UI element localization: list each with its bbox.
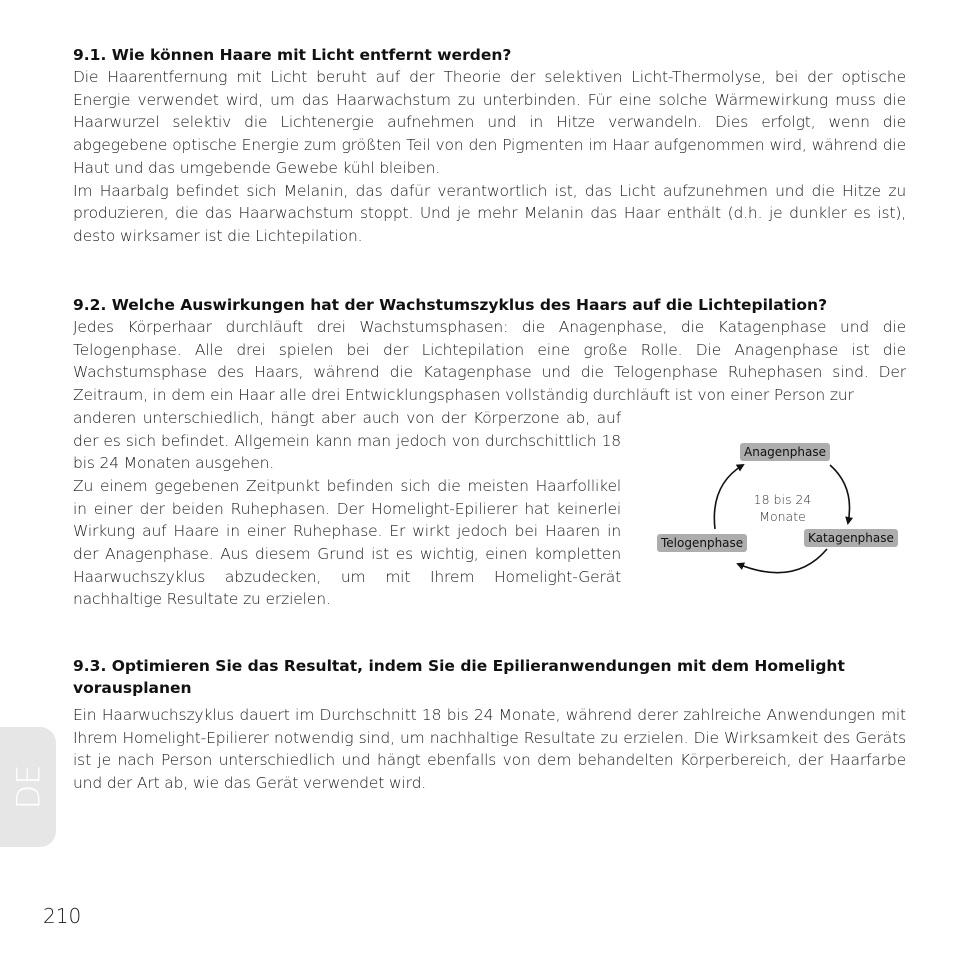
cycle-duration-line2: Monate — [759, 509, 806, 524]
hair-cycle-diagram — [655, 437, 905, 587]
page-number: 210 — [43, 904, 82, 928]
paragraph: Ein Haarwuchszyklus dauert im Durchschnitt 18 bis 24 Monate, während derer zahlreiche Anwendungen mit Ihrem Homelight-Epilierer notwendig sind, um nachhaltige Resultate zu erzielen. Die Wirksamkeit des Geräts ist je nach Person unterschiedlich und hängt ebenfalls von dem behandelten Körperbereich, der Haarfarbe und der Art ab, wie das Gerät verwendet wird. — [73, 706, 906, 793]
paragraph: Jedes Körperhaar durchläuft drei Wachstumsphasen: die Anagenphase, die Katagenphase und die Telogenphase. Alle drei spielen bei der Lichtepilation eine große Rolle. Die Anagenphase ist die Wachstumsphase des Haars, während die Katagenphase und die Telogenphase Ruhephasen sind. Der Zeitraum, in dem ein Haar alle drei Entwicklungsphasen vollständig durchläuft ist von einer Person zur — [73, 318, 906, 405]
label-katagenphase: Katagenphase — [804, 529, 898, 547]
arrow-katagen-to-telogen — [738, 549, 827, 573]
label-anagenphase: Anagenphase — [740, 443, 830, 461]
cycle-duration-line1: 18 bis 24 — [753, 492, 812, 507]
paragraph: Die Haarentfernung mit Licht beruht auf der Theorie der selektiven Licht-Thermolyse, bei der optische Energie verwendet wird, um das Haarwachstum zu unterbinden. Für eine solche Wärmewirkung muss die Haarwurzel selektiv die Lichtenergie aufnehmen und in Hitze verwandeln. Dies erfolgt, wenn die abgegebene optische Energie zum größten Teil von den Pigmenten im Haar aufgenommen wird, während die Haut und das umgebende Gewebe kühl bleiben. — [73, 68, 906, 177]
section-heading: 9.1. Wie können Haare mit Licht entfernt werden? — [73, 46, 512, 64]
section-9-3 — [73, 655, 906, 795]
section-heading: 9.3. Optimieren Sie das Resultat, indem Sie die Epilieranwendungen mit dem Homelight vorausplanen — [73, 657, 845, 697]
paragraph: Im Haarbalg befindet sich Melanin, das dafür verantwortlich ist, das Licht aufzunehmen und die Hitze zu produzieren, die das Haarwachstum stoppt. Und je mehr Melanin das Haar enthält (d.h. je dunkler es ist), desto wirksamer ist die Lichtepilation. — [73, 181, 906, 245]
paragraph: Zu einem gegebenen Zeitpunkt befinden sich die meisten Haarfollikel in einer der beiden Ruhephasen. Der Homelight-Epilierer hat keinerlei Wirkung auf Haare in einer Ruhephase. Er wirkt jedoch bei Haaren in der Anagenphase. Aus diesem Grund ist es wichtig, einen kompletten Haarwuchszyklus abzudecken, um mit Ihrem Homelight-Gerät nachhaltige Resultate zu erzielen. — [73, 476, 621, 609]
language-label: DE — [8, 764, 47, 810]
section-heading: 9.2. Welche Auswirkungen hat der Wachstumszyklus des Haars auf die Lichtepilation? — [73, 296, 828, 314]
paragraph: anderen unterschiedlich, hängt aber auch von der Körperzone ab, auf der es sich befindet. Allgemein kann man jedoch von durchschittlich 18 bis 24 Monaten ausgehen. — [73, 408, 621, 473]
label-telogenphase: Telogenphase — [657, 534, 747, 552]
section-9-1 — [73, 44, 906, 248]
language-tab — [0, 727, 56, 847]
